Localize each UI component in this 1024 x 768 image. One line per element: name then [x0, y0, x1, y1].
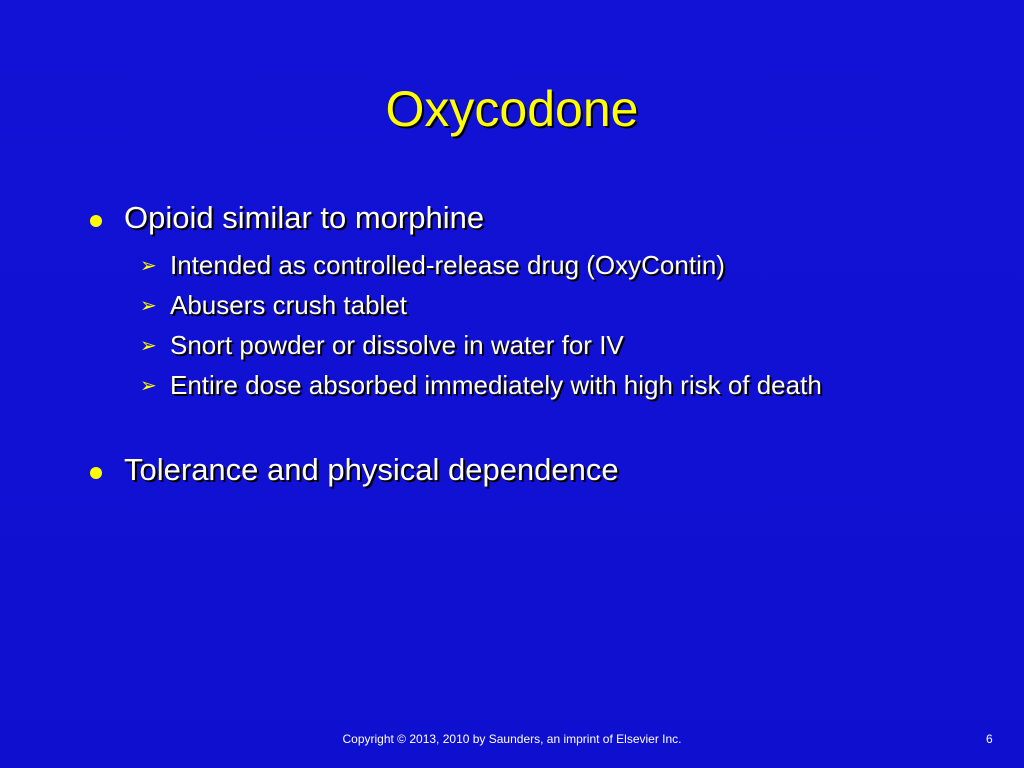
bullet-item — [90, 452, 619, 488]
arrow-bullet-icon: ➢ — [140, 255, 157, 277]
sub-bullet-item — [140, 365, 940, 406]
bullet-text: Opioid similar to morphine — [124, 200, 485, 235]
bullet-item — [90, 200, 484, 236]
bullet-text: Tolerance and physical dependence — [124, 452, 619, 487]
bullet-dot-icon — [90, 215, 102, 227]
page-number: 6 — [986, 732, 993, 746]
sub-bullet-item — [140, 325, 960, 366]
sub-bullet-text: Entire dose absorbed immediately with high risk of death — [170, 370, 822, 400]
sub-bullet-item — [140, 245, 960, 286]
sub-bullet-text: Intended as controlled-release drug (OxyContin) — [170, 250, 725, 280]
sub-bullet-item — [140, 285, 960, 326]
slide-title: Oxycodone — [385, 81, 639, 137]
sub-bullet-text: Abusers crush tablet — [170, 290, 408, 320]
arrow-bullet-icon: ➢ — [140, 295, 157, 317]
slide-footer: Copyright © 2013, 2010 by Saunders, an imprint of Elsevier Inc. — [342, 732, 682, 746]
sub-bullet-text: Snort powder or dissolve in water for IV — [170, 330, 624, 360]
arrow-bullet-icon: ➢ — [140, 335, 157, 357]
bullet-dot-icon — [90, 467, 102, 479]
arrow-bullet-icon: ➢ — [140, 375, 157, 397]
